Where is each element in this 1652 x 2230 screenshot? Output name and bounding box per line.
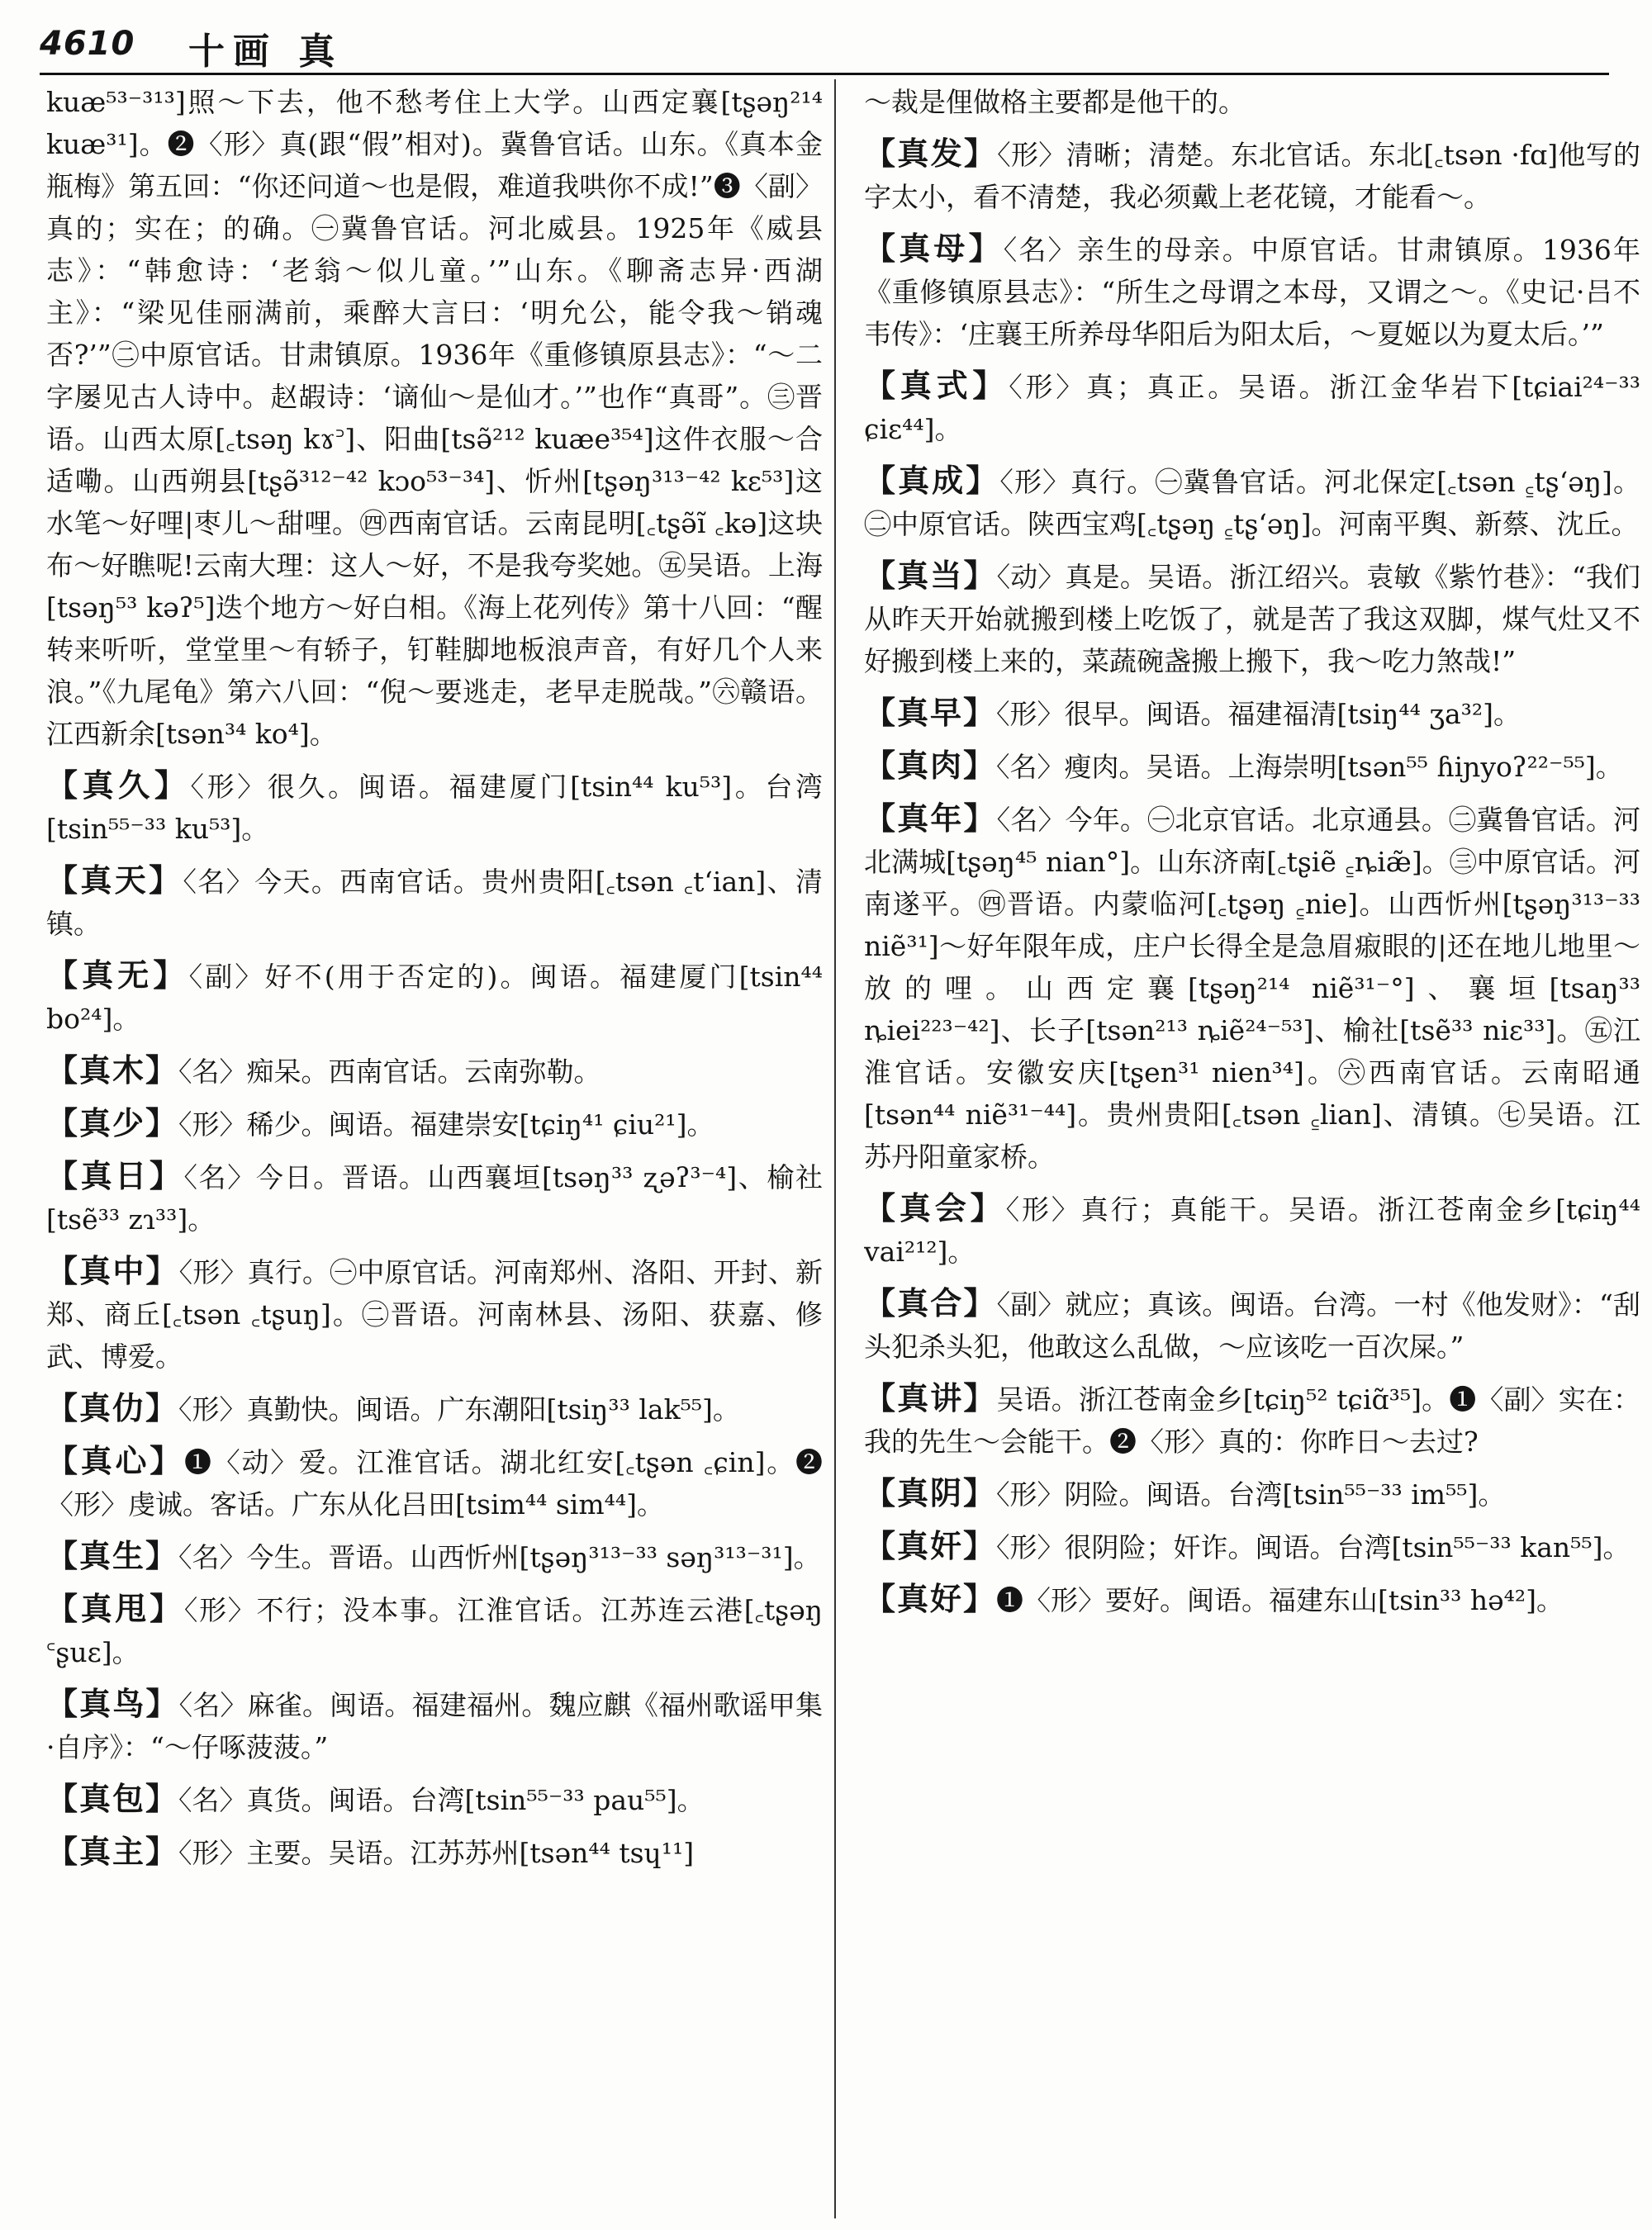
dictionary-entry <box>864 79 1640 123</box>
entry-definition: 〈形〉很久。闽语。福建厦门[tsin⁴⁴ ku⁵³]。台湾[tsin⁵⁵⁻³³ ku⁵³]。 <box>46 771 823 845</box>
entry-definition: 〈名〉今年。㊀北京官话。北京通县。㊁冀鲁官话。河北满城[tʂəŋ⁴⁵ nian°]。山东济南[꜀tʂiẽ ꜁ȵiæ̃]。㊂中原官话。河南遂平。㊃晋语。内蒙临河[꜀tʂəŋ ꜁nie]。山西忻州[tʂəŋ³¹³⁻³³ niẽ³¹]～好年限年成，庄户长得全是急眉㾥眼的|还在地儿地里～放的哩。山西定襄[tʂəŋ²¹⁴ niẽ³¹⁻°]、襄垣[tsaŋ³³ ȵiei²²³⁻⁴²]、长子[tsən²¹³ ȵiẽ²⁴⁻⁵³]、榆社[tsẽ³³ niɛ³³]。㊄江淮官话。安徽安庆[tʂen³¹ nien³⁴]。㊅西南官话。云南昭通[tsən⁴⁴ niẽ³¹⁻⁴⁴]。贵州贵阳[꜀tsən ꜁lian]、清镇。㊆吴语。江苏丹阳童家桥。 <box>864 804 1640 1173</box>
dictionary-entry <box>46 1440 823 1525</box>
dictionary-entry <box>864 1282 1640 1368</box>
dictionary-entry <box>46 1682 823 1768</box>
entry-definition: 〈形〉真行。㊀中原官话。河南郑州、洛阳、开封、新郑、商丘[꜀tsən ꜀tʂuŋ]。㊁晋语。河南林县、汤阳、获嘉、修武、博爱。 <box>46 1256 823 1373</box>
entry-definition: 〈名〉亲生的母亲。中原官话。甘肃镇原。1936年《重修镇原县志》：“所生之母谓之本母，又谓之～。《史记·吕不韦传》：‘庄襄王所养母华阳后为阳太后，～夏姬以为夏太后。’” <box>864 234 1640 350</box>
section-title: 十画 真 <box>188 31 344 73</box>
entry-definition: 〈名〉今天。西南官话。贵州贵阳[꜀tsən ꜀tʻian]、清镇。 <box>46 866 823 940</box>
entry-headword: 【真久】 <box>46 766 191 804</box>
dictionary-entry <box>864 227 1640 355</box>
entry-headword: 【真早】 <box>864 694 997 731</box>
entry-definition: 〈形〉真；真正。吴语。浙江金华岩下[tɕiai²⁴⁻³³ ɕiɛ⁴⁴]。 <box>864 371 1640 445</box>
entry-definition: 〈动〉真是。吴语。浙江绍兴。袁敏《紫竹巷》：“我们从昨天开始就搬到楼上吃饭了，就是苦了我这双脚，煤气灶又不好搬到楼上来的，菜蔬碗盏搬上搬下，我～吃力煞哉!” <box>864 561 1640 677</box>
entry-definition: 〈形〉阴险。闽语。台湾[tsin⁵⁵⁻³³ im⁵⁵]。 <box>996 1478 1506 1511</box>
entry-headword: 【真包】 <box>46 1780 179 1817</box>
entry-definition: 〈副〉好不(用于否定的)。闽语。福建厦门[tsin⁴⁴ bo²⁴]。 <box>46 961 823 1035</box>
entry-headword: 【真合】 <box>864 1284 997 1321</box>
dictionary-entry <box>864 1187 1640 1273</box>
entry-headword: 【真母】 <box>864 230 1004 267</box>
entry-definition: 〈形〉清晰；清楚。东北官话。东北[꜀tsən ·fɑ]他写的字太小，看不清楚，我必须戴上老花镜，才能看～。 <box>864 139 1640 213</box>
entry-definition: 〈名〉真货。闽语。台湾[tsin⁵⁵⁻³³ pau⁵⁵]。 <box>178 1784 705 1816</box>
entry-headword: 【真主】 <box>46 1833 179 1870</box>
entry-headword: 【真会】 <box>864 1189 1006 1226</box>
entry-headword: 【真中】 <box>46 1252 179 1289</box>
dictionary-entry <box>864 1472 1640 1516</box>
entry-definition: kuæ⁵³⁻³¹³]照～下去，他不愁考住上大学。山西定襄[tʂəŋ²¹⁴ kuæ³¹]。❷〈形〉真(跟“假”相对)。冀鲁官话。山东。《真本金瓶梅》第五回：“你还问道～也是假，难道我哄你不成!”❸〈副〉真的；实在；的确。㊀冀鲁官话。河北威县。1925年《威县志》：“韩愈诗：‘老翁～似儿童。’”山东。《聊斋志异·西湖主》：“梁见佳丽满前，乘醉大言曰：‘明允公，能令我～销魂否?’”㊁中原官话。甘肃镇原。1936年《重修镇原县志》：“～二字屡见古人诗中。赵嘏诗：‘谪仙～是仙才。’”也作“真哥”。㊂晋语。山西太原[꜀tsəŋ kɤ꜄]、阳曲[tsə̃²¹² kuæe³⁵⁴]这件衣服～合适嘞。山西朔县[tʂə̃³¹²⁻⁴² kɔo⁵³⁻³⁴]、忻州[tʂəŋ³¹³⁻⁴² kɛ⁵³]这水笔～好哩|枣儿～甜哩。㊃西南官话。云南昆明[꜀tʂə̃ĩ ꜀kə]这块布～好瞧呢!云南大理：这人～好，不是我夸奖她。㊄吴语。上海[tsəŋ⁵³ kəʔ⁵]迭个地方～好白相。《海上花列传》第十八回：“醒转来听听，堂堂里～有轿子，钉鞋脚地板浪声音，有好几个人来浪。”《九尾龟》第六八回：“倪～要逃走，老早走脱哉。”㊅赣语。江西新余[tsən³⁴ ko⁴]。 <box>46 86 823 750</box>
entry-definition: 吴语。浙江苍南金乡[tɕiŋ⁵² tɕiɑ̃³⁵]。❶〈副〉实在：我的先生～会能干。❷〈形〉真的：你昨日～去过? <box>864 1383 1640 1458</box>
entry-headword: 【真生】 <box>46 1537 179 1574</box>
entry-headword: 【真日】 <box>46 1157 184 1194</box>
dictionary-entry <box>46 859 823 945</box>
entry-definition: ❶〈动〉爱。江淮官话。湖北红安[꜀tʂən ꜀ɕin]。❷〈形〉虔诚。客话。广东从化吕田[tsim⁴⁴ sim⁴⁴]。 <box>46 1446 823 1521</box>
entry-headword: 【真鸟】 <box>46 1685 179 1722</box>
entry-headword: 【真奸】 <box>864 1527 997 1564</box>
dictionary-entry <box>864 132 1640 218</box>
dictionary-entry <box>46 79 823 755</box>
entry-definition: 〈名〉今生。晋语。山西忻州[tʂəŋ³¹³⁻³³ səŋ³¹³⁻³¹]。 <box>178 1541 821 1573</box>
entry-headword: 【真当】 <box>864 557 997 594</box>
entry-headword: 【真无】 <box>46 956 189 994</box>
entry-definition: 〈名〉今日。晋语。山西襄垣[tsəŋ³³ ʐəʔ³⁻⁴]、榆社[tsẽ³³ zɿ³³]。 <box>46 1161 823 1236</box>
entry-headword: 【真天】 <box>46 861 183 899</box>
page-number: 4610 <box>40 25 135 63</box>
dictionary-entry <box>864 1578 1640 1621</box>
entry-definition: ～裁是俚做格主要都是他干的。 <box>864 86 1246 118</box>
dictionary-entry <box>46 1102 823 1146</box>
dictionary-entry <box>46 1155 823 1241</box>
entry-definition: ❶〈形〉要好。闽语。福建东山[tsin³³ hə⁴²]。 <box>996 1584 1564 1616</box>
dictionary-entry <box>46 1830 823 1874</box>
entry-headword: 【真发】 <box>864 135 998 172</box>
entry-definition: 〈形〉稀少。闽语。福建崇安[tɕiŋ⁴¹ ɕiu²¹]。 <box>178 1108 714 1141</box>
entry-headword: 【真心】 <box>46 1442 185 1479</box>
dictionary-entry <box>46 1777 823 1821</box>
dictionary-entry <box>46 1049 823 1093</box>
entry-definition: 〈形〉不行；没本事。江淮官话。江苏连云港[꜀tʂəŋ ꜂ʂuɛ]。 <box>46 1594 823 1668</box>
entry-headword: 【真少】 <box>46 1104 179 1141</box>
dictionary-entry <box>864 459 1640 545</box>
entry-headword: 【真肉】 <box>864 747 997 784</box>
entry-definition: 〈名〉瘦肉。吴语。上海崇明[tsən⁵⁵ ɦiɲyoʔ²²⁻⁵⁵]。 <box>996 751 1623 783</box>
entry-headword: 【真木】 <box>46 1051 179 1089</box>
entry-headword: 【真讲】 <box>864 1379 997 1416</box>
dictionary-entry <box>46 764 823 850</box>
entry-definition: 〈副〉就应；真该。闽语。台湾。一村《他发财》：“刮头犯杀头犯，他敢这么乱做，～应该吃一百次屎。” <box>864 1288 1640 1363</box>
entry-headword: 【真成】 <box>864 462 1000 499</box>
dictionary-entry <box>864 1377 1640 1463</box>
entry-headword: 【真阴】 <box>864 1474 997 1511</box>
dictionary-entry <box>864 1525 1640 1568</box>
dictionary-entry <box>46 1587 823 1673</box>
entry-definition: 〈形〉很阴险；奸诈。闽语。台湾[tsin⁵⁵⁻³³ kan⁵⁵]。 <box>996 1531 1631 1563</box>
entry-definition: 〈形〉很早。闽语。福建福清[tsiŋ⁴⁴ ʒa³²]。 <box>996 698 1521 730</box>
dictionary-entry <box>46 1535 823 1578</box>
dictionary-entry <box>864 364 1640 450</box>
dictionary-entry <box>46 954 823 1040</box>
entry-definition: 〈形〉真行。㊀冀鲁官话。河北保定[꜀tsən ꜁tʂʻəŋ]。㊁中原官话。陕西宝鸡[꜀tʂəŋ ꜁tʂʻəŋ]。河南平舆、新蔡、沈丘。 <box>864 466 1640 540</box>
column-divider <box>834 79 836 2218</box>
dictionary-entry <box>864 554 1640 682</box>
entry-definition: 〈名〉痴呆。西南官话。云南弥勒。 <box>178 1056 601 1088</box>
dictionary-entry <box>864 691 1640 735</box>
dictionary-entry <box>46 1387 823 1431</box>
entry-headword: 【真年】 <box>864 799 997 837</box>
entry-headword: 【真甩】 <box>46 1590 184 1627</box>
page-header <box>40 21 1609 75</box>
entry-headword: 【真式】 <box>864 367 1009 404</box>
entry-headword: 【真好】 <box>864 1580 997 1617</box>
entry-definition: 〈名〉麻雀。闽语。福建福州。魏应麒《福州歌谣甲集·自序》：“～仔啄菠菠。” <box>46 1689 823 1763</box>
left-column <box>46 79 823 2218</box>
entry-headword: 【真仂】 <box>46 1389 179 1426</box>
dictionary-entry <box>864 744 1640 788</box>
dictionary-entry <box>46 1250 823 1378</box>
entry-definition: 〈形〉真行；真能干。吴语。浙江苍南金乡[tɕiŋ⁴⁴ vai²¹²]。 <box>864 1193 1640 1268</box>
dictionary-entry <box>864 797 1640 1178</box>
right-column <box>864 79 1640 2218</box>
entry-definition: 〈形〉主要。吴语。江苏苏州[tsən⁴⁴ tsɥ¹¹] <box>178 1837 695 1869</box>
entry-definition: 〈形〉真勤快。闽语。广东潮阳[tsiŋ³³ lak⁵⁵]。 <box>178 1393 740 1426</box>
